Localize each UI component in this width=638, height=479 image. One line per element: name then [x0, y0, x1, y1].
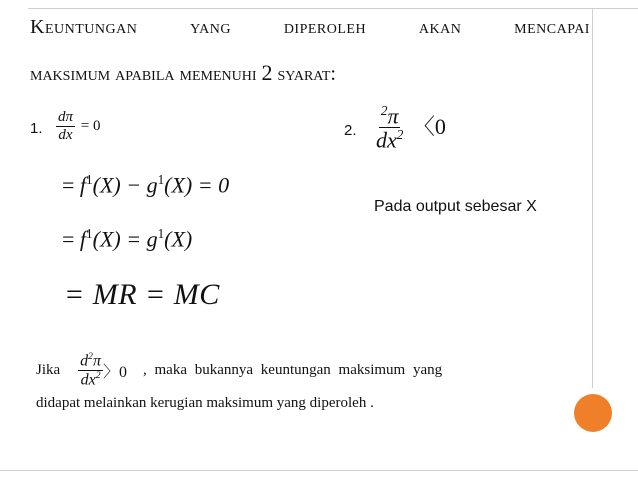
derivative-fraction — [56, 110, 75, 143]
g-symbol: g — [146, 226, 158, 252]
eq-term: (X) − — [92, 172, 147, 198]
superscript-1: 1 — [157, 226, 165, 241]
decorative-orange-circle — [574, 394, 612, 432]
bottom-paragraph — [36, 352, 584, 412]
eq-lead: = — [62, 226, 75, 252]
dx-symbol: dx — [80, 371, 96, 389]
title-word: mencapai — [514, 16, 590, 38]
jika-label: Jika — [36, 362, 61, 379]
title-word: akan — [418, 16, 462, 38]
right-divider — [592, 8, 593, 388]
condition-1-number: 1. — [30, 120, 43, 137]
pi-symbol: π — [92, 352, 101, 370]
title-number: 2 — [261, 60, 273, 85]
pi-symbol: π — [65, 109, 74, 125]
eq-term: (X) = 0 — [164, 172, 230, 198]
superscript-2: 2 — [380, 103, 388, 118]
equation-line-1 — [62, 172, 229, 198]
second-derivative-fraction — [374, 104, 405, 153]
title-word: diperoleh — [283, 16, 367, 38]
superscript-1: 1 — [86, 226, 93, 241]
eq-term: (X) = — [92, 226, 147, 252]
greater-than-zero: 〉0 — [102, 364, 127, 382]
title-word: Keuntungan — [30, 16, 138, 38]
top-divider — [28, 8, 638, 9]
equation-line-3: = MR = MC — [64, 278, 220, 311]
title-text: maksimum apabila memenuhi — [30, 63, 257, 85]
superscript-1: 1 — [86, 172, 93, 187]
title-word: yang — [190, 16, 232, 38]
pi-symbol: π — [387, 103, 399, 129]
f-symbol: f — [79, 226, 87, 252]
bottom-divider — [0, 470, 638, 471]
eq-term: (X) — [164, 226, 193, 252]
less-than-zero: 〈0 — [412, 113, 446, 139]
eq-lead: = — [62, 172, 75, 198]
title-text-end: syarat: — [277, 63, 336, 85]
slide-title-line1 — [30, 16, 590, 39]
d-symbol: d — [80, 352, 89, 370]
second-derivative-fraction — [78, 352, 103, 389]
dx-symbol: dx — [376, 127, 397, 153]
d-symbol: d — [58, 109, 66, 125]
slide-title-line2 — [30, 60, 336, 86]
superscript-1: 1 — [157, 172, 165, 187]
equals-zero: = 0 — [80, 118, 101, 135]
dx-symbol: dx — [58, 126, 73, 143]
superscript-2: 2 — [95, 370, 101, 382]
equation-line-2 — [62, 226, 192, 252]
g-symbol: g — [146, 172, 158, 198]
superscript-2: 2 — [396, 127, 404, 143]
superscript-2: 2 — [88, 351, 93, 362]
paragraph-line-1: , maka bukannya keuntungan maksimum yang — [143, 362, 443, 379]
f-symbol: f — [79, 172, 87, 198]
condition-2-number: 2. — [344, 122, 357, 139]
output-note: Pada output sebesar X — [374, 198, 537, 215]
paragraph-line-2: didapat melainkan kerugian maksimum yang diperoleh . — [36, 395, 374, 412]
